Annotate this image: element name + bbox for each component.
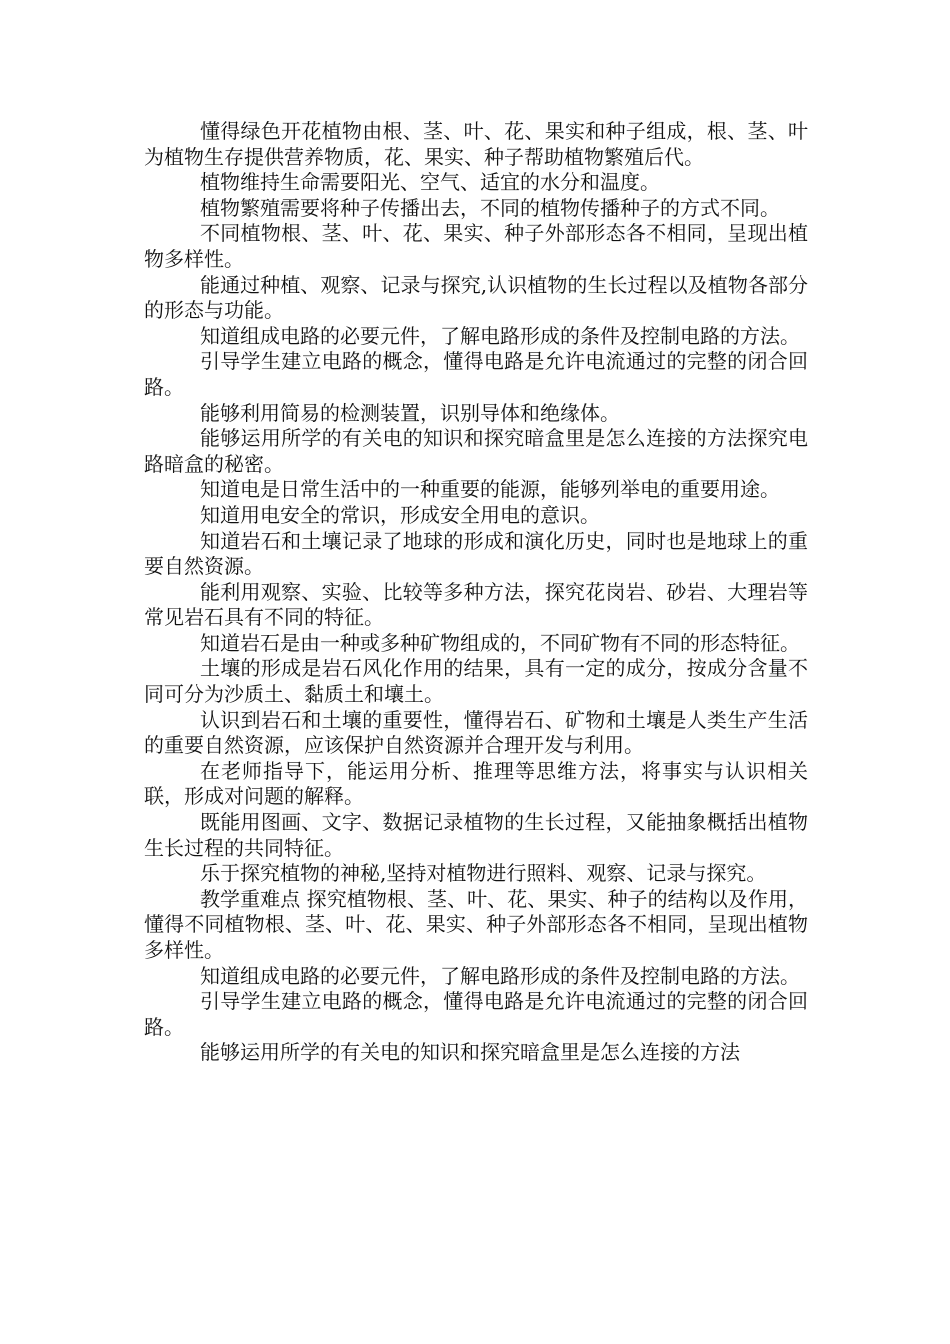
- paragraph-18: 既能用图画、文字、数据记录植物的生长过程，又能抽象概括出植物生长过程的共同特征。: [144, 810, 808, 860]
- paragraph-7: 引导学生建立电路的概念，懂得电路是允许电流通过的完整的闭合回路。: [144, 349, 808, 399]
- paragraph-3: 植物繁殖需要将种子传播出去，不同的植物传播种子的方式不同。: [200, 195, 780, 220]
- paragraph-22: 引导学生建立电路的概念，懂得电路是允许电流通过的完整的闭合回路。: [144, 989, 808, 1039]
- paragraph-5: 能通过种植、观察、记录与探究,认识植物的生长过程以及植物各部分的形态与功能。: [144, 272, 808, 323]
- paragraph-20: 教学重难点 探究植物根、茎、叶、花、果实、种子的结构以及作用，懂得不同植物根、茎、叶、花、果实、种子外部形态各不相同，呈现出植物多样性。: [144, 886, 808, 962]
- paragraph-13: 能利用观察、实验、比较等多种方法，探究花岗岩、砂岩、大理岩等常见岩石具有不同的特征。: [144, 579, 808, 630]
- paragraph-11: 知道用电安全的常识，形成安全用电的意识。: [200, 502, 600, 527]
- paragraph-14: 知道岩石是由一种或多种矿物组成的，不同矿物有不同的形态特征。: [200, 630, 800, 655]
- paragraph-4: 不同植物根、茎、叶、花、果实、种子外部形态各不相同，呈现出植物多样性。: [144, 221, 808, 271]
- paragraph-21: 知道组成电路的必要元件，了解电路形成的条件及控制电路的方法。: [200, 963, 800, 988]
- paragraph-16: 认识到岩石和土壤的重要性，懂得岩石、矿物和土壤是人类生产生活的重要自然资源，应该保护自然资源并合理开发与利用。: [144, 707, 808, 758]
- paragraph-19: 乐于探究植物的神秘,坚持对植物进行照料、观察、记录与探究。: [200, 861, 767, 886]
- paragraph-12: 知道岩石和土壤记录了地球的形成和演化历史，同时也是地球上的重要自然资源。: [144, 528, 808, 579]
- paragraph-15: 土壤的形成是岩石风化作用的结果，具有一定的成分，按成分含量不同可分为沙质土、黏质土和壤土。: [144, 656, 808, 707]
- paragraph-6: 知道组成电路的必要元件，了解电路形成的条件及控制电路的方法。: [200, 323, 800, 348]
- document-page: [144, 119, 808, 1066]
- paragraph-10: 知道电是日常生活中的一种重要的能源，能够列举电的重要用途。: [200, 477, 780, 502]
- paragraph-2: 植物维持生命需要阳光、空气、适宜的水分和温度。: [200, 170, 660, 195]
- paragraph-9: 能够运用所学的有关电的知识和探究暗盒里是怎么连接的方法探究电路暗盒的秘密。: [144, 426, 808, 476]
- paragraph-23: 能够运用所学的有关电的知识和探究暗盒里是怎么连接的方法: [200, 1040, 740, 1065]
- paragraph-1: 懂得绿色开花植物由根、茎、叶、花、果实和种子组成，根、茎、叶为植物生存提供营养物质，花、果实、种子帮助植物繁殖后代。: [144, 119, 808, 169]
- paragraph-8: 能够利用简易的检测装置，识别导体和绝缘体。: [200, 400, 620, 425]
- paragraph-17: 在老师指导下，能运用分析、推理等思维方法，将事实与认识相关联，形成对问题的解释。: [144, 758, 808, 809]
